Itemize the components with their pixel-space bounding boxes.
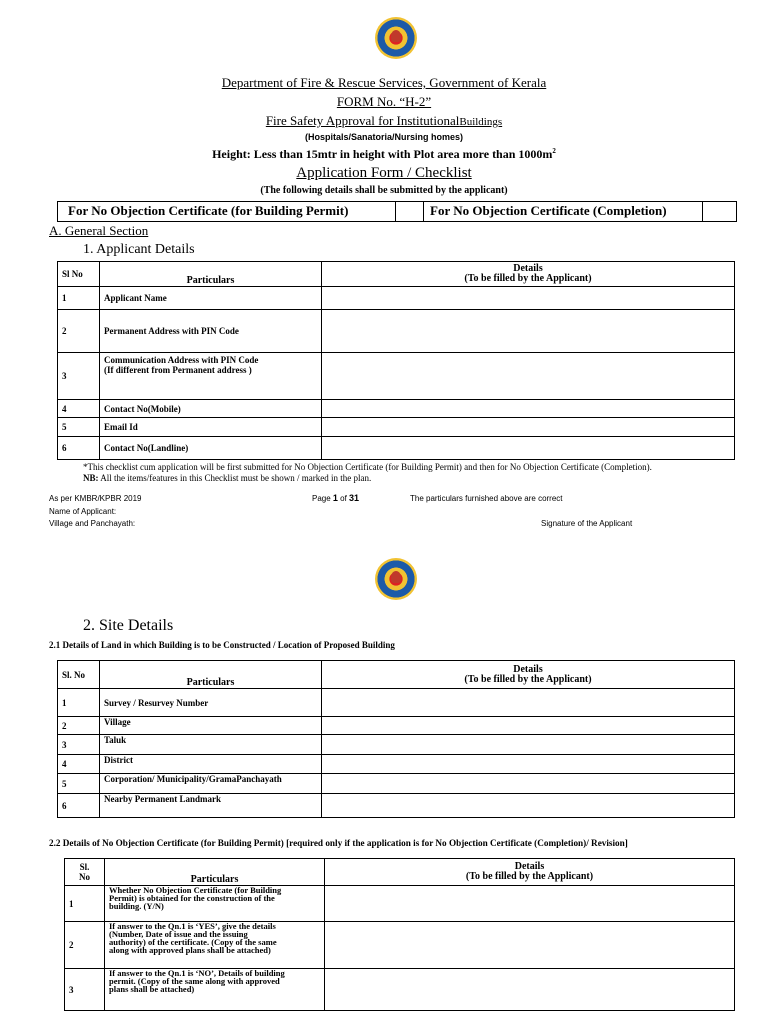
mobile-field[interactable] bbox=[322, 400, 735, 418]
table-row-particular: Whether No Objection Certificate (for Building Permit) is obtained for the construction of the building. (Y/N) bbox=[105, 886, 325, 922]
noc-obtained-field[interactable] bbox=[325, 886, 735, 922]
table-row-particular: District bbox=[100, 755, 322, 774]
noc-building-permit-checkbox[interactable] bbox=[395, 201, 424, 222]
form-number: FORM No. “H-2” bbox=[336, 94, 432, 109]
fire-dept-emblem-icon bbox=[375, 17, 417, 59]
table-row-particular: Contact No(Mobile) bbox=[100, 400, 322, 418]
table-row-particular: Applicant Name bbox=[100, 287, 322, 310]
plan-note: NB: All the items/features in this Checklist must be shown / marked in the plan. bbox=[83, 473, 372, 483]
table-header-sl: Sl. No bbox=[65, 859, 105, 886]
subsection-land-details: 2.1 Details of Land in which Building is to be Constructed / Location of Proposed Building bbox=[49, 640, 395, 650]
table-row-particular: Taluk bbox=[100, 735, 322, 755]
table-row-particular: Contact No(Landline) bbox=[100, 437, 322, 460]
fire-dept-emblem-icon bbox=[375, 558, 417, 600]
table-row-particular: Survey / Resurvey Number bbox=[100, 689, 322, 717]
table-row-particular: Communication Address with PIN Code (If different from Permanent address ) bbox=[100, 353, 322, 400]
table-row-sl: 5 bbox=[58, 418, 100, 437]
table-header-particulars: Particulars bbox=[100, 262, 322, 287]
table-row-sl: 1 bbox=[58, 689, 100, 717]
table-row-particular: If answer to the Qn.1 is ‘YES’, give the details (Number, Date of issue and the issuing authority) of the certificate. (Copy of the same along with approved plans shall be attached) bbox=[105, 922, 325, 969]
table-row-sl: 3 bbox=[65, 969, 105, 1011]
noc-completion-checkbox[interactable] bbox=[702, 201, 737, 222]
table-row-sl: 2 bbox=[58, 310, 100, 353]
table-row-particular: Village bbox=[100, 717, 322, 735]
table-row-sl: 4 bbox=[58, 755, 100, 774]
table-header-details: Details (To be filled by the Applicant) bbox=[325, 859, 735, 886]
village-field[interactable] bbox=[322, 717, 735, 735]
building-permit-details-field[interactable] bbox=[325, 969, 735, 1011]
table-row-sl: 6 bbox=[58, 437, 100, 460]
applicant-details-table bbox=[57, 261, 735, 460]
section-general: A. General Section bbox=[49, 223, 149, 238]
approval-title: Fire Safety Approval for InstitutionalBuildings bbox=[265, 113, 503, 128]
table-row-sl: 1 bbox=[58, 287, 100, 310]
table-row-sl: 1 bbox=[65, 886, 105, 922]
taluk-field[interactable] bbox=[322, 735, 735, 755]
table-row-particular: Nearby Permanent Landmark bbox=[100, 794, 322, 818]
table-row-particular: Permanent Address with PIN Code bbox=[100, 310, 322, 353]
noc-details-table bbox=[64, 858, 735, 1011]
table-row-particular: Email Id bbox=[100, 418, 322, 437]
section-applicant-details: 1. Applicant Details bbox=[83, 242, 195, 257]
footer-correct-statement: The particulars furnished above are correct bbox=[410, 494, 563, 503]
noc-building-permit-label: For No Objection Certificate (for Building Permit) bbox=[68, 203, 349, 218]
table-row-particular: If answer to the Qn.1 is ‘NO’, Details of building permit. (Copy of the same along with approved plans shall be attached) bbox=[105, 969, 325, 1011]
noc-completion-label: For No Objection Certificate (Completion) bbox=[430, 203, 667, 218]
table-row-sl: 5 bbox=[58, 774, 100, 794]
table-header-particulars: Particulars bbox=[100, 661, 322, 689]
subsection-noc-details: 2.2 Details of No Objection Certificate (for Building Permit) [required only if the application is for No Objection Certificate (Completion)/ Revision] bbox=[49, 838, 628, 848]
local-body-field[interactable] bbox=[322, 774, 735, 794]
form-instruction: (The following details shall be submitted by the applicant) bbox=[260, 185, 508, 196]
table-row-sl: 4 bbox=[58, 400, 100, 418]
table-header-particulars: Particulars bbox=[105, 859, 325, 886]
table-row-sl: 3 bbox=[58, 353, 100, 400]
survey-number-field[interactable] bbox=[322, 689, 735, 717]
department-title: Department of Fire & Rescue Services, Government of Kerala bbox=[221, 75, 547, 90]
email-field[interactable] bbox=[322, 418, 735, 437]
footer-signature: Signature of the Applicant bbox=[541, 519, 633, 528]
table-row-sl: 3 bbox=[58, 735, 100, 755]
table-header-sl: Sl No bbox=[58, 262, 100, 287]
table-header-sl: Sl. No bbox=[58, 661, 100, 689]
table-row-sl: 2 bbox=[65, 922, 105, 969]
site-details-table bbox=[57, 660, 735, 818]
height-criteria: Height: Less than 15mtr in height with Plot area more than $1000m^2$ bbox=[212, 147, 556, 161]
footer-village: Village and Panchayath: bbox=[49, 519, 136, 528]
table-row-sl: 6 bbox=[58, 794, 100, 818]
table-row-sl: 2 bbox=[58, 717, 100, 735]
footer-page-number: Page 1 of 31 bbox=[312, 493, 360, 503]
footer-applicant-name: Name of Applicant: bbox=[49, 507, 117, 516]
district-field[interactable] bbox=[322, 755, 735, 774]
permanent-address-field[interactable] bbox=[322, 310, 735, 353]
communication-address-field[interactable] bbox=[322, 353, 735, 400]
footer-kmbr: As per KMBR/KPBR 2019 bbox=[49, 494, 142, 503]
table-header-details: Details (To be filled by the Applicant) bbox=[322, 262, 735, 287]
building-subtype: (Hospitals/Sanatoria/Nursing homes) bbox=[304, 132, 464, 142]
table-header-details: Details (To be filled by the Applicant) bbox=[322, 661, 735, 689]
checklist-note: *This checklist cum application will be first submitted for No Objection Certificate (for Building Permit) and then for No Objection Certificate (Completion). bbox=[83, 462, 652, 472]
landmark-field[interactable] bbox=[322, 794, 735, 818]
form-title: Application Form / Checklist bbox=[296, 165, 472, 181]
section-site-details: 2. Site Details bbox=[83, 617, 174, 634]
applicant-name-field[interactable] bbox=[322, 287, 735, 310]
landline-field[interactable] bbox=[322, 437, 735, 460]
noc-certificate-details-field[interactable] bbox=[325, 922, 735, 969]
table-row-particular: Corporation/ Municipality/GramaPanchayath bbox=[100, 774, 322, 794]
